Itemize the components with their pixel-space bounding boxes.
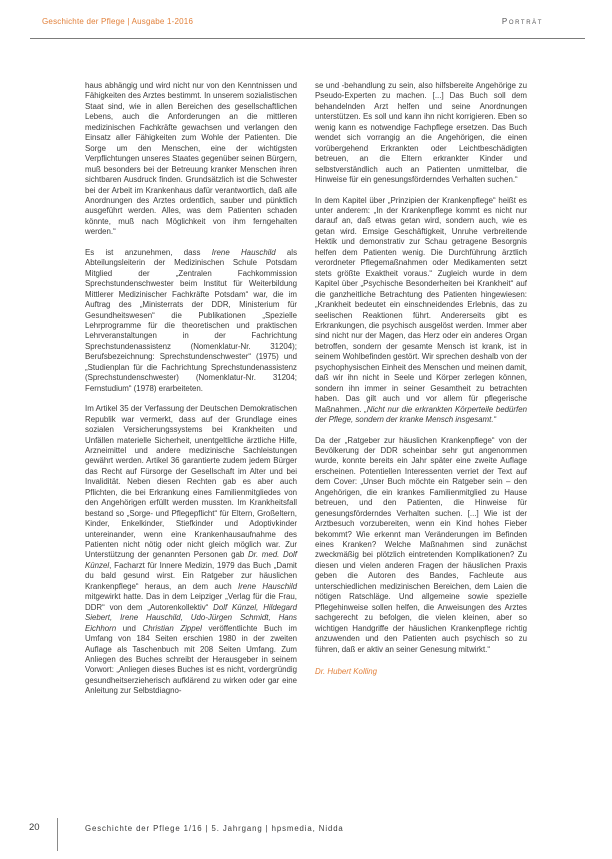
paragraph: haus abhängig und wird nicht nur von den Kenntnissen und Fähigkeiten des Arztes bestimmt. In unserem sozialistischen Staat sind, wie in allen Bereichen des gesellschaftlichen Lebens, auch die Anforderungen an die mittleren medizinischen Fachkräfte gewachsen und verlangen den Einsatz aller Fähigkeiten zum Wohle der Patienten. Die Sorge um den Menschen, eine der wichtigsten Verpflichtungen unseres Staates gegenüber seinen Bürgern, muß besonders bei der Betreuung kranker Menschen ihren sichtbaren Ausdruck finden. Grundsätzlich ist die Schwester bei der Arbeit im Krankenhaus dafür verantwortlich, daß alle Anordnungen des Arztes ordentlich, sauber und pünktlich ausgeführt werden. Alles, was dem Patienten schaden könnte, muß nach Möglichkeit von ihm ferngehalten werden.“ [85,81,297,237]
section-label: Porträt [501,17,543,26]
right-column-paragraphs [315,81,527,655]
left-column [85,81,297,707]
paragraph: Es ist anzunehmen, dass Irene Hauschild als Abteilungsleiterin der Medizinischen Schule Potsdam Mitglied der „Zentralen Fachkommission Sprechstundenschwester beim Institut für Weiterbildung Mittlerer Medizinischer Fachkräfte Potsdam“ war, die im Auftrag des „Ministerrats der DDR, Ministerium für Gesundheitswesen“ die Publikationen „Spezielle Lehrprogramme für die theoretischen und praktischen Lehrveranstaltungen in der Fachrichtung Sprechstundenassistenz (Nomenklatur-Nr. 31204); Berufsbezeichnung: Sprechstundenschwester“ (1975) und „Studienplan für die Fachrichtung Sprechstundenassistenz (Sprechstundenschwester) (Nomenklatur-Nr. 31204; Fernstudium“ (1978) erarbeiteten. [85,247,298,393]
page-header [42,17,543,26]
paragraph: se und -behandlung zu sein, also hilfsbereite Angehörige zu Pseudo-Experten zu machen. [...] Das Buch soll dem behandelnden Arzt helfen und seine Anordnungen unterstützen. Es soll und kann ihn nicht korrigieren. Eben so wenig kann es notwendige Fachpflege ersetzen. Das Buch wendet sich vorrangig an die Angehörigen, die einen vorübergehend Erkrankten oder Leichtbeschädigten betreuen, an die Eltern erkrankter Kinder und selbstverständlich auch an Patienten unmittelbar, die Hinweise für ein genesungsförderndes Verhalten suchen.“ [315,81,527,185]
footer-divider [57,818,58,851]
article-body [85,81,527,707]
header-divider [30,38,585,39]
author-signature: Dr. Hubert Kolling [315,667,377,677]
journal-issue-label: Geschichte der Pflege | Ausgabe 1-2016 [42,17,194,26]
page-number: 20 [29,822,40,833]
right-column [315,81,527,707]
paragraph: Da der „Ratgeber zur häuslichen Krankenpflege“ von der Bevölkerung der DDR scheinbar sehr gut angenommen wurde, konnte bereits ein Jahr später eine zweite Auflage erscheinen. Potentiellen Interessenten verriet der Text auf dem Cover: „Unser Buch möchte ein Ratgeber sein – den Angehörigen, die ein krankes Familienmitglied zu Hause betreuen, und den Patienten, die Hinweise für genesungsförderndes Verhalten suchen. [...] Wie ist der Arztbesuch vorzubereiten, wenn ein Kind hohes Fieber bekommt? Wie erkennt man Veränderungen im Befinden eines Kranken? Welche Maßnahmen sind zunächst zweckmäßig bei plötzlich eintretenden Komplikationen? Zu diesen und vielen anderen Fragen der häuslichen Praxis geben die Autoren des Bandes, Fachleute aus unterschiedlichen medizinischen Bereichen, dem Laien die nötigen Ratschläge. Und allgemeine sowie spezielle Pflegehinweise sollen helfen, die Anweisungen des Arztes sachgerecht zu befolgen, die vielen kleinen, aber so wichtigen Handgriffe der häuslichen Krankenpflege richtig anzuwenden und den Patienten auch psychisch so zu führen, daß er aktiv an seiner Genesung mitwirkt.“ [315,435,527,654]
footer-journal-info: Geschichte der Pflege 1/16 | 5. Jahrgang | hpsmedia, Nidda [85,824,344,833]
paragraph: In dem Kapitel über „Prinzipien der Krankenpflege“ heißt es unter anderem: „In der Krankenpflege kommt es nicht nur darauf an, daß etwas getan wird, sondern auch, wie es getan wird. Emsige Geschäftigkeit, Unruhe verbreitende Hektik und demonstrativ zur Schau getragene Besorgnis helfen dem Patienten wenig. Die Durchführung ärztlich verordneter Pflegemaßnahmen oder Medikamenten setzt stets größte Exaktheit voraus.“ Zugleich wurde in dem Kapitel über „Psychische Besonderheiten bei Krankheit“ auf die ganzheitliche Betrachtung des Patienten hingewiesen: „Krankheit bedeutet ein einschneidendes Erlebnis, das zu seelischen Reaktionen führt. Andererseits gibt es Erkrankungen, die psychisch ausgelöst werden. Immer aber sind nicht nur der Magen, das Herz oder ein anderes Organ betroffen, sondern der gesamte Mensch ist krank, ist in seinem Wohlbefinden gestört. Wir sprechen deshalb von der psychophysischen Einheit des Menschen und meinen damit, daß wir ihn nicht in Seele und Körper zerlegen können, sondern ihn immer in seiner Gesamtheit zu betrachten haben. Das gilt auch und vor allem für pflegerische Maßnahmen. „Nicht nur die erkrankten Körperteile bedürfen der Pflege, sondern der kranke Mensch insgesamt.“ [315,195,527,425]
paragraph: Im Artikel 35 der Verfassung der Deutschen Demokratischen Republik war vermerkt, dass auf der Grundlage eines sozialen Versicherungssystems bei Krankheiten und Unfällen materielle Sicherheit, unentgeltliche ärztliche Hilfe, Arzneimittel und andere medizinische Sachleistungen gewährt werden. Artikel 36 garantierte zudem jedem Bürger das Recht auf Fürsorge der Gesellschaft im Alter und bei Invalidität. Neben diesen Rechten gab es aber auch Pflichten, die bei Erkrankung eines Familienmitgliedes von den Angehörigen erfüllt werden mussten. Im Krankheitsfall bestand so „Sorge- und Pflegepflicht“ für Eltern, Großeltern, Kinder, Enkelkinder, Stiefkinder und Adoptivkinder untereinander, wenn eine Krankenhausaufnahme des Patienten nicht nötig oder nicht gleich möglich war. Zur Unterstützung der genannten Personen gab Dr. med. Dolf Künzel, Facharzt für Innere Medizin, 1979 das Buch „Damit du bald gesund wirst. Ein Ratgeber zur häuslichen Krankenpflege“ heraus, an dem auch Irene Hauschild mitgewirkt hatte. Das in dem Leipziger „Verlag für die Frau, DDR“ von dem „Autorenkollektiv“ Dolf Künzel, Hildegard Siebert, Irene Hauschild, Udo-Jürgen Schmidt, Hans Eichhorn und Christian Zippel veröffentlichte Buch im Umfang von 184 Seiten erschien 1980 in der zweiten Auflage als Taschenbuch mit 208 Seiten Umfang. Zum Anliegen des Buches schreibt der Herausgeber in seinem Vorwort: „Anliegen dieses Buches ist es nicht, vordergründig gesundheitserzieherisch aufklärend zu wirken oder gar eine Anleitung zur Selbstdiagno- [85,404,298,696]
